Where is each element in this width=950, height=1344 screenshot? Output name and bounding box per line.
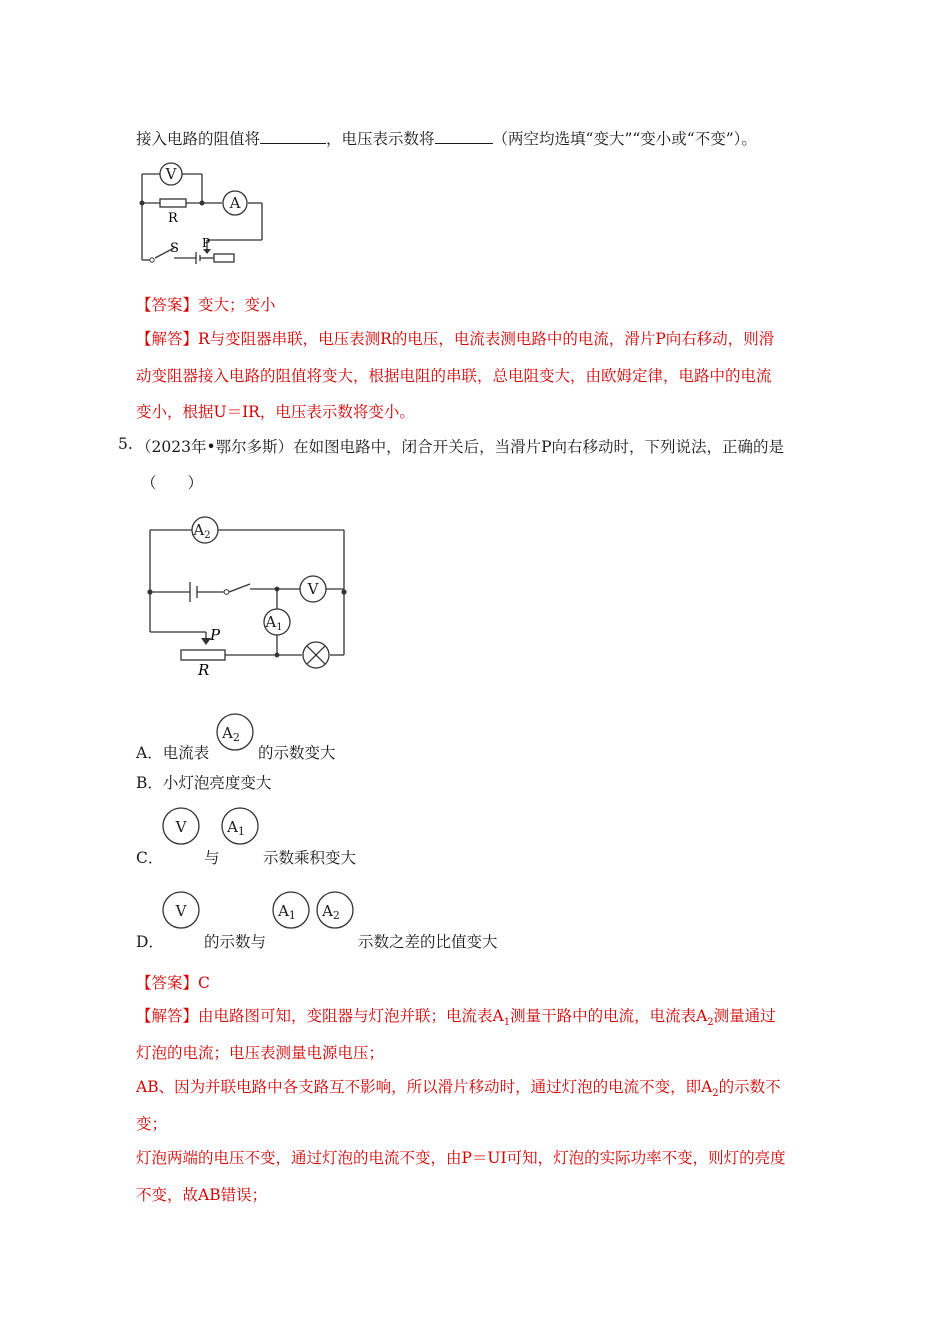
q5-rheostat-r: [181, 650, 225, 660]
q4-explain-line-1: [136, 327, 774, 349]
q5-ammeter-a2: [192, 517, 218, 543]
q4-blank-2: [435, 129, 493, 144]
q5-junction-mid: [275, 587, 280, 592]
q4-label-r: R: [168, 211, 178, 226]
q4-junction-left: [140, 201, 145, 206]
q5-explain-1c: 测量通过: [713, 1007, 776, 1025]
q4-junction-right: [200, 201, 205, 206]
q5-number: 5.: [118, 435, 133, 453]
q5-label-r: R: [198, 661, 210, 679]
q5-explain-1b: 测量干路中的电流，电流表A: [510, 1007, 708, 1025]
q5-option-b: B．小灯泡亮度变大: [136, 774, 272, 792]
q4-resistor-r: [160, 199, 186, 207]
q4-label-p: P: [202, 236, 211, 250]
svg-text:V: V: [175, 902, 187, 920]
q5-option-d-ammeter-a2: [314, 889, 356, 931]
q5-explain-1-sub2: 2: [707, 1017, 714, 1029]
svg-text:A2: $A_2$: [322, 902, 340, 922]
q5-explain-1a: 由电路图可知，变阻器与灯泡并联；电流表A: [198, 1007, 504, 1025]
q5-junction-bottom: [275, 653, 280, 658]
q4-label-s: S: [170, 241, 179, 256]
q5-option-c-suffix: 示数乘积变大: [263, 849, 357, 867]
q4-switch-contact: [150, 258, 154, 262]
svg-text:A1: $A_1$: [227, 818, 245, 838]
q5-explain-3b: 的示数不: [718, 1078, 781, 1096]
q5-option-c-ammeter: [219, 805, 261, 847]
q5-answer-text: C: [198, 974, 210, 992]
q5-switch-contact: [224, 590, 229, 595]
q5-answer: [136, 971, 210, 993]
q4-text-part3: （两空均选填“变大”“变小或“不变”）。: [492, 130, 757, 148]
q5-explain-line-2: 灯泡的电流；电压表测量电源电压；: [136, 1044, 385, 1062]
q4-rheostat: [214, 254, 234, 262]
q5-answer-tag: 【答案】: [136, 974, 199, 992]
svg-text:V: V: [165, 165, 177, 183]
q4-explain-tag: 【解答】: [136, 330, 199, 348]
q5-label-p: P: [210, 626, 221, 644]
q5-option-a-suffix: 的示数变大: [258, 744, 336, 762]
q4-explain-text-1: R与变阻器串联，电压表测R的电压，电流表测电路中的电流，滑片P向右移动，则滑: [198, 330, 775, 348]
q5-option-a-meter: [214, 711, 256, 753]
q4-text-part2: ，电压表示数将: [326, 130, 435, 148]
svg-text:A: A: [229, 194, 241, 212]
q4-explain-line-2: 动变阻器接入电路的阻值将变大，根据电阻的串联，总电阻变大，由欧姆定律，电路中的电流: [136, 367, 772, 385]
q4-blank-1: [260, 129, 326, 144]
svg-text:A1: $A_1$: [265, 613, 283, 633]
q4-answer: [136, 293, 276, 315]
q5-explain-line-4: 变；: [136, 1115, 168, 1133]
q5-option-c-prefix: C．: [136, 849, 164, 867]
q5-explain-line-6: 不变，故AB错误；: [136, 1186, 268, 1204]
q5-explain-tag: 【解答】: [136, 1007, 199, 1025]
q4-text-part1: 接入电路的阻值将: [136, 130, 261, 148]
svg-text:A2: $A_2$: [193, 521, 211, 541]
q5-option-c-voltmeter: [160, 805, 202, 847]
svg-text:V: V: [307, 580, 319, 598]
q5-option-a-prefix: A．电流表: [136, 744, 210, 762]
q5-option-d-middle: 的示数与: [204, 933, 267, 951]
q5-explain-3a: AB、因为并联电路中各支路互不影响，所以滑片移动时，通过灯泡的电流不变，即A: [136, 1078, 713, 1096]
q4-ammeter: [223, 191, 247, 215]
q4-answer-text: 变大；变小: [198, 296, 276, 314]
q5-option-d-prefix: D．: [136, 933, 164, 951]
q5-junction-left: [147, 589, 152, 594]
q5-option-d-voltmeter: [160, 889, 202, 931]
q4-circuit-diagram: [136, 160, 276, 272]
svg-text:A1: $A_1$: [278, 902, 296, 922]
q5-explain-line-1: [136, 1004, 776, 1028]
q5-option-d-ammeter-a1: [270, 889, 312, 931]
q4-question-line: [136, 127, 757, 149]
q4-voltmeter: [160, 163, 182, 185]
q5-ammeter-a1: [264, 609, 290, 635]
svg-text:V: V: [175, 818, 187, 836]
q5-explain-line-3: [136, 1075, 781, 1099]
q5-option-c-middle: 与: [204, 849, 220, 867]
q5-junction-right: [341, 589, 346, 594]
q5-stem-line-2: （ ）: [141, 474, 204, 492]
q5-explain-3-sub: 2: [712, 1088, 719, 1100]
q5-voltmeter: [300, 576, 326, 602]
q5-lamp-icon: [303, 642, 329, 668]
q5-stem-line-1: （2023年•鄂尔多斯）在如图电路中，闭合开关后，当滑片P向右移动时，下列说法，正确的是: [136, 438, 785, 456]
q4-explain-line-3: 变小，根据U＝IR，电压表示数将变小。: [136, 403, 415, 421]
q5-option-d-suffix: 示数之差的比值变大: [358, 933, 498, 951]
q4-answer-tag: 【答案】: [136, 296, 199, 314]
q5-explain-1-sub1: 1: [503, 1017, 511, 1029]
q5-explain-line-5: 灯泡两端的电压不变，通过灯泡的电流不变，由P＝UI可知，灯泡的实际功率不变，则灯的亮度: [136, 1149, 786, 1167]
svg-text:A2: $A_2$: [222, 724, 240, 744]
q5-circuit-diagram: [140, 512, 355, 682]
